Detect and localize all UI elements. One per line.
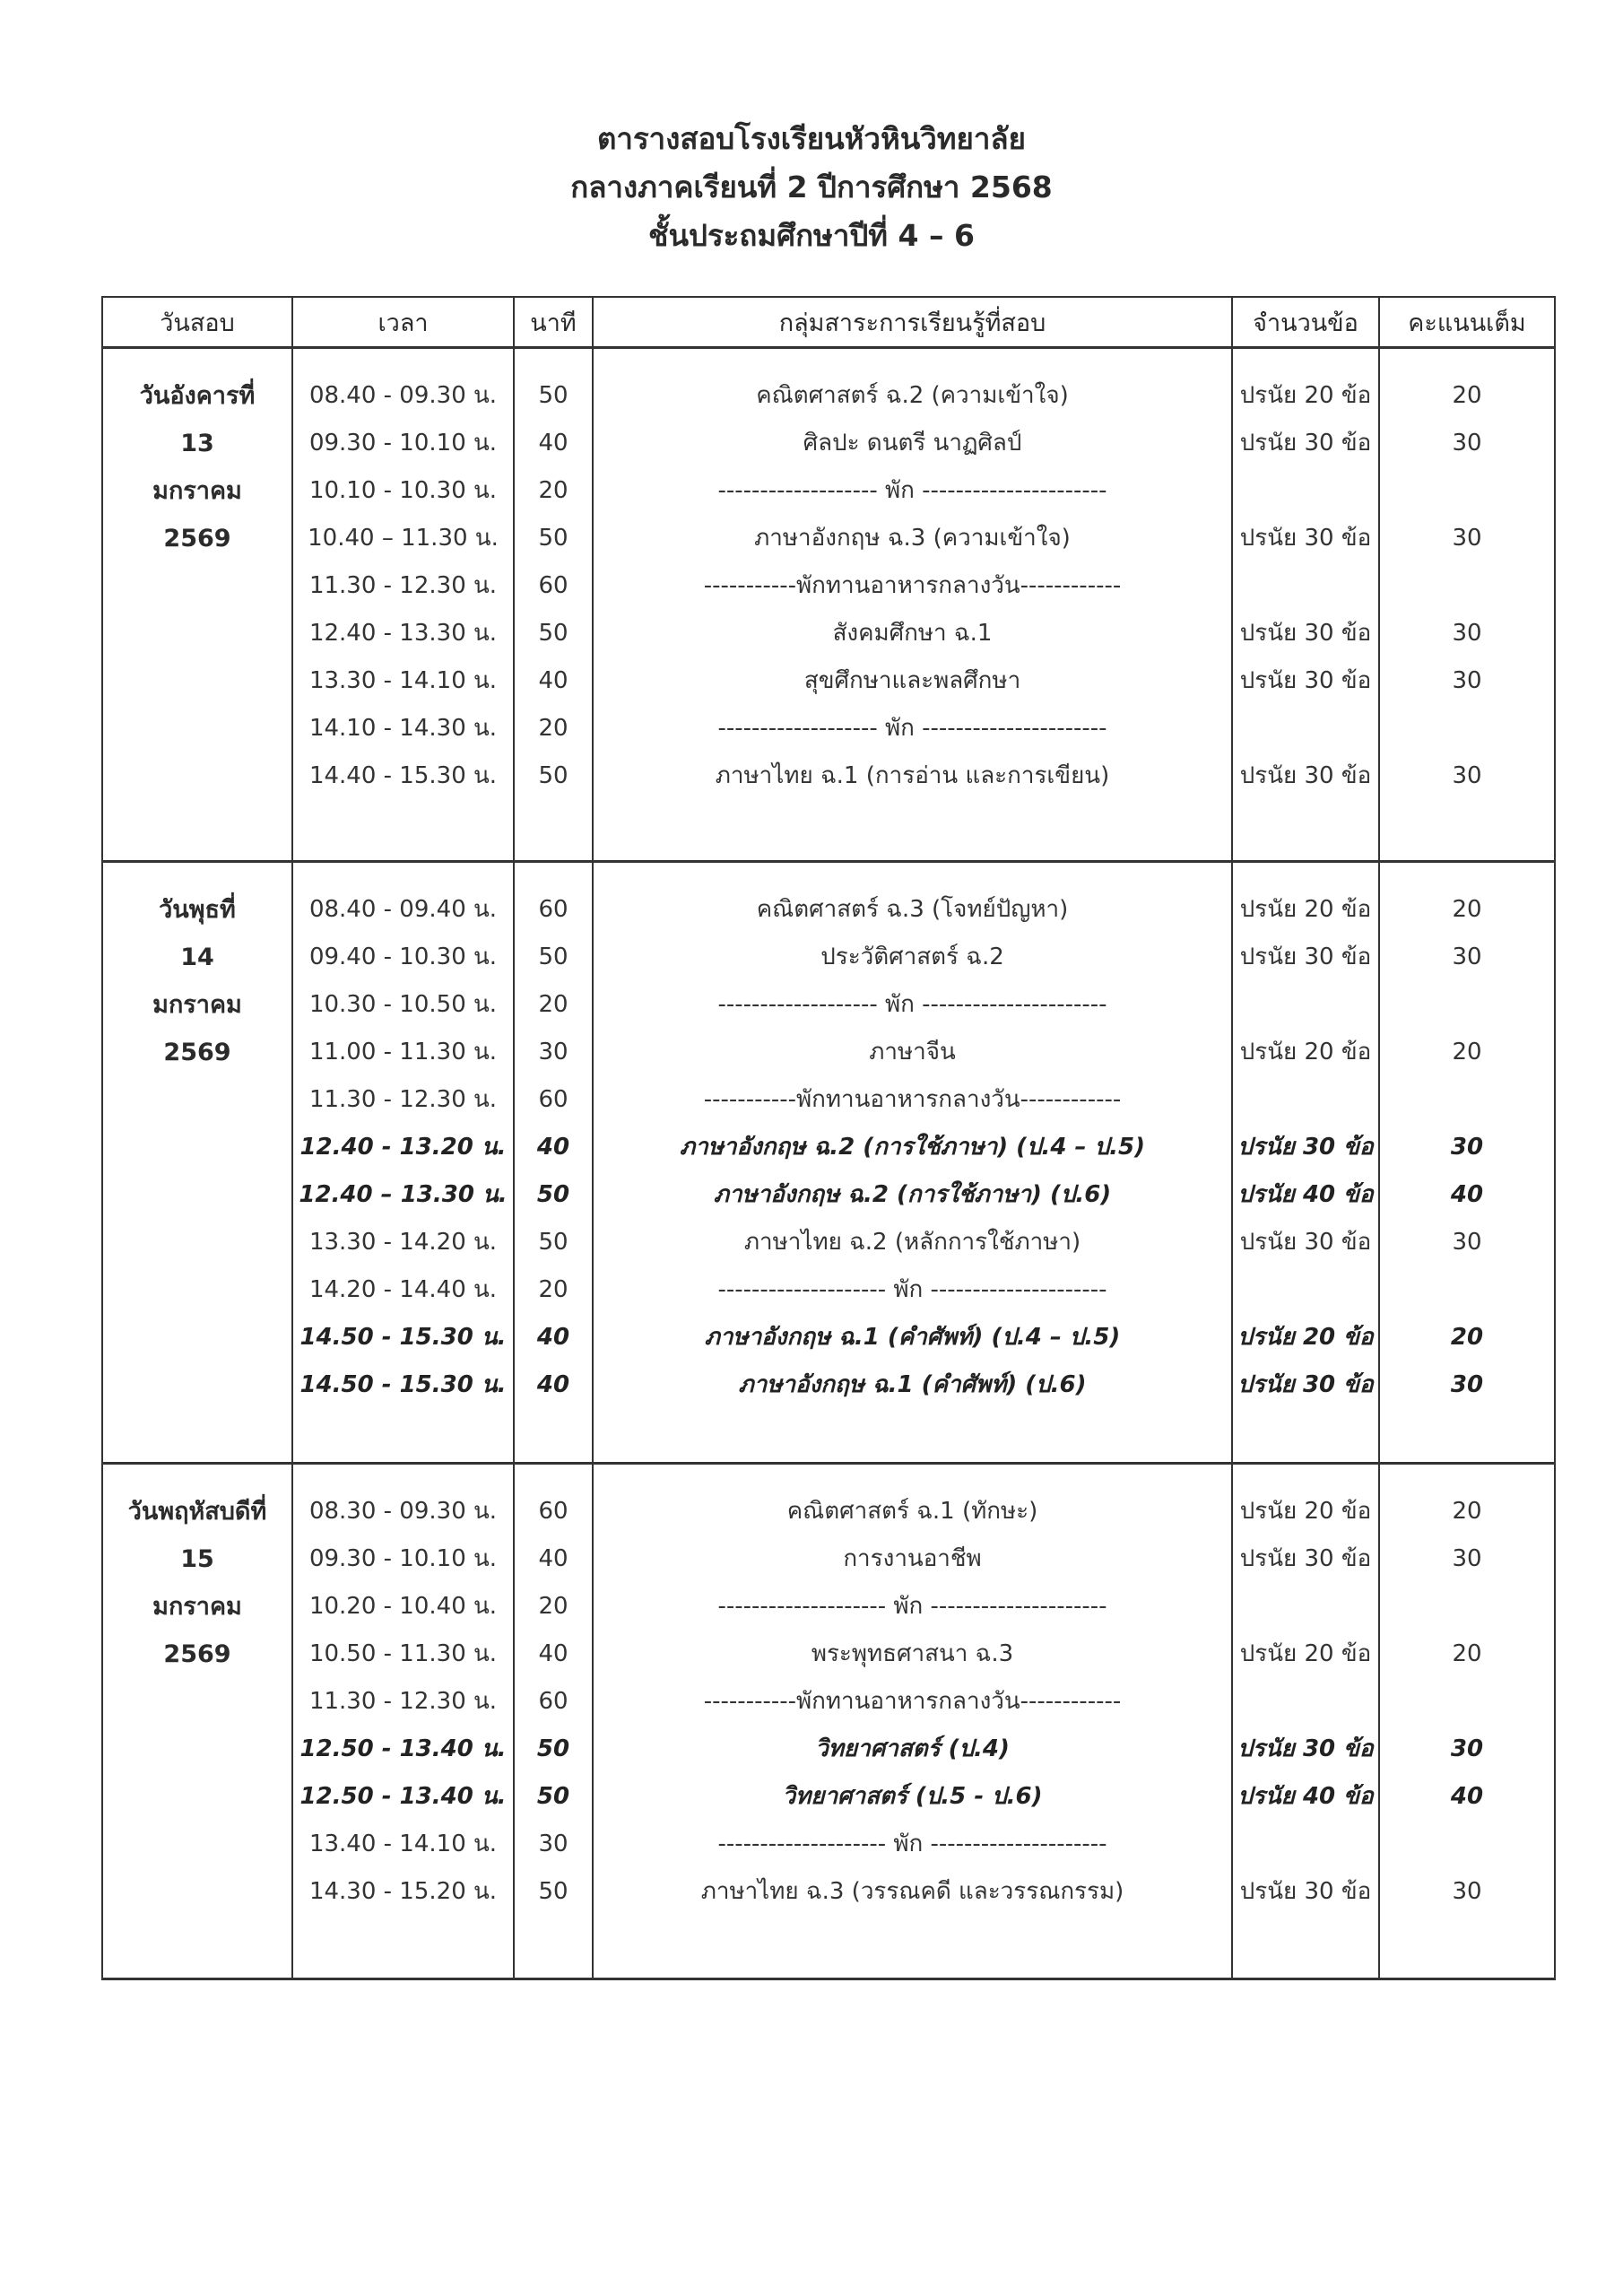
full-score: 30	[1452, 620, 1482, 647]
full-score: 30	[1452, 667, 1482, 694]
exam-subject: วิทยาศาสตร์ (ป.4)	[815, 1735, 1010, 1762]
exam-subject: คณิตศาสตร์ ฉ.3 (โจทย์ปัญหา)	[756, 896, 1069, 923]
question-count	[1233, 1678, 1378, 1726]
question-count	[1233, 981, 1378, 1029]
exam-minutes: 50	[538, 944, 568, 970]
year: 2569	[163, 1640, 231, 1668]
full-score: 20	[1452, 1640, 1482, 1667]
exam-time: 08.40 - 09.40 น.	[308, 896, 498, 923]
day-number: 13	[180, 430, 214, 457]
exam-time: 14.10 - 14.30 น.	[308, 715, 498, 742]
exam-time: 11.30 - 12.30 น.	[308, 1086, 498, 1113]
exam-minutes: 50	[536, 1181, 570, 1208]
full-score: 20	[1452, 1498, 1482, 1525]
exam-time: 08.40 - 09.30 น.	[308, 382, 498, 409]
exam-subject: ภาษาไทย ฉ.1 (การอ่าน และการเขียน)	[715, 762, 1110, 789]
exam-time: 12.40 - 13.20 น.	[299, 1134, 507, 1161]
full-score	[1380, 1678, 1554, 1726]
question-count	[1233, 1266, 1378, 1314]
exam-subject: -----------พักทานอาหารกลางวัน------------	[703, 1688, 1122, 1715]
exam-minutes: 50	[538, 762, 568, 789]
full-score: 30	[1450, 1371, 1484, 1398]
exam-time: 12.50 - 13.40 น.	[299, 1735, 507, 1762]
exam-time: 10.20 - 10.40 น.	[308, 1593, 498, 1620]
exam-date-cell	[102, 862, 292, 1464]
month-name: มกราคม	[152, 477, 242, 505]
day-block	[102, 348, 1555, 862]
count-column	[1232, 1464, 1379, 1979]
exam-time: 14.50 - 15.30 น.	[299, 1324, 507, 1351]
exam-subject: -------------------- พัก ---------------------	[717, 1593, 1107, 1620]
exam-minutes: 40	[538, 1640, 568, 1667]
time-column	[292, 862, 514, 1464]
exam-time: 12.40 – 13.30 น.	[299, 1181, 508, 1208]
time-column	[292, 348, 514, 862]
header-minutes: นาที	[514, 297, 593, 348]
exam-minutes: 50	[538, 1878, 568, 1905]
header-day: วันสอบ	[102, 297, 292, 348]
exam-minutes: 60	[538, 1688, 568, 1715]
exam-minutes: 40	[536, 1134, 570, 1161]
question-count	[1233, 1583, 1378, 1631]
exam-minutes: 40	[536, 1371, 570, 1398]
exam-time: 09.30 - 10.10 น.	[308, 430, 498, 457]
exam-subject: ภาษาอังกฤษ ฉ.2 (การใช้ภาษา) (ป.4 – ป.5)	[680, 1134, 1145, 1161]
exam-subject: ------------------- พัก ----------------------	[717, 477, 1107, 504]
exam-time: 11.00 - 11.30 น.	[308, 1039, 498, 1065]
question-count: ปรนัย 20 ข้อ	[1239, 1498, 1372, 1525]
full-score	[1380, 1266, 1554, 1314]
exam-subject: ภาษาไทย ฉ.3 (วรรณคดี และวรรณกรรม)	[700, 1878, 1124, 1905]
full-score	[1380, 562, 1554, 610]
full-score: 20	[1452, 1039, 1482, 1065]
full-score	[1380, 1821, 1554, 1868]
full-score: 30	[1450, 1134, 1484, 1161]
exam-subject: ภาษาอังกฤษ ฉ.2 (การใช้ภาษา) (ป.6)	[713, 1181, 1112, 1208]
exam-time: 14.50 - 15.30 น.	[299, 1371, 507, 1398]
full-score: 20	[1452, 896, 1482, 923]
full-score: 40	[1450, 1783, 1484, 1810]
question-count: ปรนัย 40 ข้อ	[1237, 1181, 1374, 1208]
exam-subject: วิทยาศาสตร์ (ป.5 - ป.6)	[782, 1783, 1043, 1810]
exam-subject: ------------------- พัก ----------------------	[717, 715, 1107, 742]
month-name: มกราคม	[152, 991, 242, 1019]
exam-time: 11.30 - 12.30 น.	[308, 1688, 498, 1715]
exam-time: 10.10 - 10.30 น.	[308, 477, 498, 504]
full-score: 20	[1452, 382, 1482, 409]
full-score: 30	[1452, 430, 1482, 457]
minutes-column	[514, 862, 593, 1464]
day-name: วันพุธที่	[159, 896, 236, 924]
exam-minutes: 20	[538, 1276, 568, 1303]
exam-time: 14.20 - 14.40 น.	[308, 1276, 498, 1303]
exam-subject: ภาษาอังกฤษ ฉ.1 (คำศัพท์) (ป.4 – ป.5)	[704, 1324, 1121, 1351]
day-number: 15	[180, 1545, 214, 1573]
question-count: ปรนัย 30 ข้อ	[1239, 1229, 1372, 1256]
exam-time: 14.30 - 15.20 น.	[308, 1878, 498, 1905]
exam-subject: คณิตศาสตร์ ฉ.1 (ทักษะ)	[786, 1498, 1038, 1525]
exam-subject: การงานอาชีพ	[843, 1545, 982, 1572]
exam-subject: คณิตศาสตร์ ฉ.2 (ความเข้าใจ)	[756, 382, 1069, 409]
exam-minutes: 50	[538, 620, 568, 647]
question-count: ปรนัย 40 ข้อ	[1237, 1783, 1374, 1810]
exam-time: 12.50 - 13.40 น.	[299, 1783, 507, 1810]
subject-column	[593, 348, 1232, 862]
exam-minutes: 20	[538, 715, 568, 742]
question-count	[1233, 467, 1378, 515]
day-block	[102, 862, 1555, 1464]
year: 2569	[163, 1039, 231, 1066]
full-score: 30	[1452, 1878, 1482, 1905]
exam-minutes: 50	[536, 1735, 570, 1762]
full-score	[1380, 467, 1554, 515]
question-count: ปรนัย 30 ข้อ	[1237, 1134, 1374, 1161]
full-score	[1380, 981, 1554, 1029]
exam-subject: สังคมศึกษา ฉ.1	[832, 620, 993, 647]
question-count: ปรนัย 30 ข้อ	[1239, 1545, 1372, 1572]
title-grade: ชั้นประถมศึกษาปีที่ 4 – 6	[648, 218, 975, 253]
minutes-column	[514, 1464, 593, 1979]
exam-minutes: 50	[538, 382, 568, 409]
exam-minutes: 60	[538, 896, 568, 923]
question-count: ปรนัย 20 ข้อ	[1239, 1039, 1372, 1065]
exam-minutes: 60	[538, 1498, 568, 1525]
header-row	[102, 297, 1555, 348]
subject-column	[593, 862, 1232, 1464]
question-count	[1233, 1076, 1378, 1124]
full-score: 30	[1452, 944, 1482, 970]
subject-column	[593, 1464, 1232, 1979]
question-count: ปรนัย 30 ข้อ	[1239, 667, 1372, 694]
exam-time: 12.40 - 13.30 น.	[308, 620, 498, 647]
exam-minutes: 40	[536, 1324, 570, 1351]
full-score	[1380, 1076, 1554, 1124]
question-count: ปรนัย 30 ข้อ	[1239, 944, 1372, 970]
year: 2569	[163, 525, 231, 552]
full-score	[1380, 705, 1554, 752]
exam-time: 13.30 - 14.20 น.	[308, 1229, 498, 1256]
question-count: ปรนัย 20 ข้อ	[1239, 1640, 1372, 1667]
exam-subject: ภาษาไทย ฉ.2 (หลักการใช้ภาษา)	[743, 1229, 1081, 1256]
exam-minutes: 50	[536, 1783, 570, 1810]
exam-time: 09.30 - 10.10 น.	[308, 1545, 498, 1572]
title-term: กลางภาคเรียนที่ 2 ปีการศึกษา 2568	[570, 170, 1053, 204]
exam-minutes: 60	[538, 572, 568, 599]
exam-subject: ------------------- พัก ----------------------	[717, 991, 1107, 1018]
question-count: ปรนัย 30 ข้อ	[1239, 1878, 1372, 1905]
full-score: 30	[1452, 762, 1482, 789]
exam-time: 11.30 - 12.30 น.	[308, 572, 498, 599]
question-count: ปรนัย 20 ข้อ	[1239, 896, 1372, 923]
question-count	[1233, 1821, 1378, 1868]
score-column	[1379, 348, 1555, 862]
score-column	[1379, 862, 1555, 1464]
exam-time: 08.30 - 09.30 น.	[308, 1498, 498, 1525]
count-column	[1232, 862, 1379, 1464]
question-count: ปรนัย 30 ข้อ	[1239, 620, 1372, 647]
exam-date-cell	[102, 348, 292, 862]
header-score: คะแนนเต็ม	[1379, 297, 1555, 348]
exam-subject: ภาษาอังกฤษ ฉ.3 (ความเข้าใจ)	[754, 525, 1071, 552]
exam-minutes: 60	[538, 1086, 568, 1113]
minutes-column	[514, 348, 593, 862]
exam-schedule-table	[101, 296, 1556, 1980]
table-header	[102, 297, 1555, 348]
exam-minutes: 40	[538, 1545, 568, 1572]
day-name: วันพฤหัสบดีที่	[127, 1498, 267, 1526]
full-score: 30	[1452, 1545, 1482, 1572]
exam-subject: ภาษาอังกฤษ ฉ.1 (คำศัพท์) (ป.6)	[738, 1371, 1087, 1398]
question-count: ปรนัย 20 ข้อ	[1239, 382, 1372, 409]
exam-time: 10.50 - 11.30 น.	[308, 1640, 498, 1667]
exam-subject: สุขศึกษาและพลศึกษา	[803, 667, 1021, 694]
question-count	[1233, 562, 1378, 610]
question-count: ปรนัย 30 ข้อ	[1237, 1371, 1374, 1398]
exam-date-cell	[102, 1464, 292, 1979]
exam-subject: -------------------- พัก ---------------------	[717, 1831, 1107, 1857]
count-column	[1232, 348, 1379, 862]
day-row	[102, 862, 1555, 1464]
document-title-block	[0, 115, 1623, 260]
month-name: มกราคม	[152, 1593, 242, 1621]
score-column	[1379, 1464, 1555, 1979]
day-row	[102, 1464, 1555, 1979]
full-score: 20	[1450, 1324, 1484, 1351]
exam-minutes: 40	[538, 430, 568, 457]
exam-subject: -----------พักทานอาหารกลางวัน------------	[703, 1086, 1122, 1113]
day-row	[102, 348, 1555, 862]
full-score: 30	[1452, 525, 1482, 552]
full-score: 30	[1452, 1229, 1482, 1256]
question-count: ปรนัย 30 ข้อ	[1239, 762, 1372, 789]
exam-time: 14.40 - 15.30 น.	[308, 762, 498, 789]
day-block	[102, 1464, 1555, 1979]
exam-time: 10.40 – 11.30 น.	[308, 525, 499, 552]
exam-minutes: 50	[538, 1229, 568, 1256]
full-score	[1380, 1583, 1554, 1631]
exam-minutes: 40	[538, 667, 568, 694]
exam-subject: ภาษาจีน	[869, 1039, 956, 1065]
question-count: ปรนัย 30 ข้อ	[1237, 1735, 1374, 1762]
question-count	[1233, 705, 1378, 752]
header-count: จำนวนข้อ	[1232, 297, 1379, 348]
exam-time: 13.40 - 14.10 น.	[308, 1831, 498, 1857]
exam-minutes: 20	[538, 477, 568, 504]
exam-subject: ประวัติศาสตร์ ฉ.2	[820, 944, 1004, 970]
exam-time: 09.40 - 10.30 น.	[308, 944, 498, 970]
day-name: วันอังคารที่	[139, 382, 256, 410]
header-subject: กลุ่มสาระการเรียนรู้ที่สอบ	[593, 297, 1232, 348]
full-score: 30	[1450, 1735, 1484, 1762]
exam-subject: -----------พักทานอาหารกลางวัน------------	[703, 572, 1122, 599]
header-time: เวลา	[292, 297, 514, 348]
exam-minutes: 20	[538, 991, 568, 1018]
exam-minutes: 20	[538, 1593, 568, 1620]
exam-subject: ศิลปะ ดนตรี นาฏศิลป์	[803, 430, 1022, 457]
exam-minutes: 50	[538, 525, 568, 552]
exam-subject: -------------------- พัก ---------------------	[717, 1276, 1107, 1303]
question-count: ปรนัย 30 ข้อ	[1239, 430, 1372, 457]
day-number: 14	[180, 944, 214, 971]
question-count: ปรนัย 30 ข้อ	[1239, 525, 1372, 552]
title-school: ตารางสอบโรงเรียนหัวหินวิทยาลัย	[596, 121, 1026, 156]
exam-subject: พระพุทธศาสนา ฉ.3	[811, 1640, 1014, 1667]
time-column	[292, 1464, 514, 1979]
exam-minutes: 30	[538, 1039, 568, 1065]
question-count: ปรนัย 20 ข้อ	[1237, 1324, 1374, 1351]
exam-time: 10.30 - 10.50 น.	[308, 991, 498, 1018]
full-score: 40	[1450, 1181, 1484, 1208]
exam-minutes: 30	[538, 1831, 568, 1857]
exam-time: 13.30 - 14.10 น.	[308, 667, 498, 694]
